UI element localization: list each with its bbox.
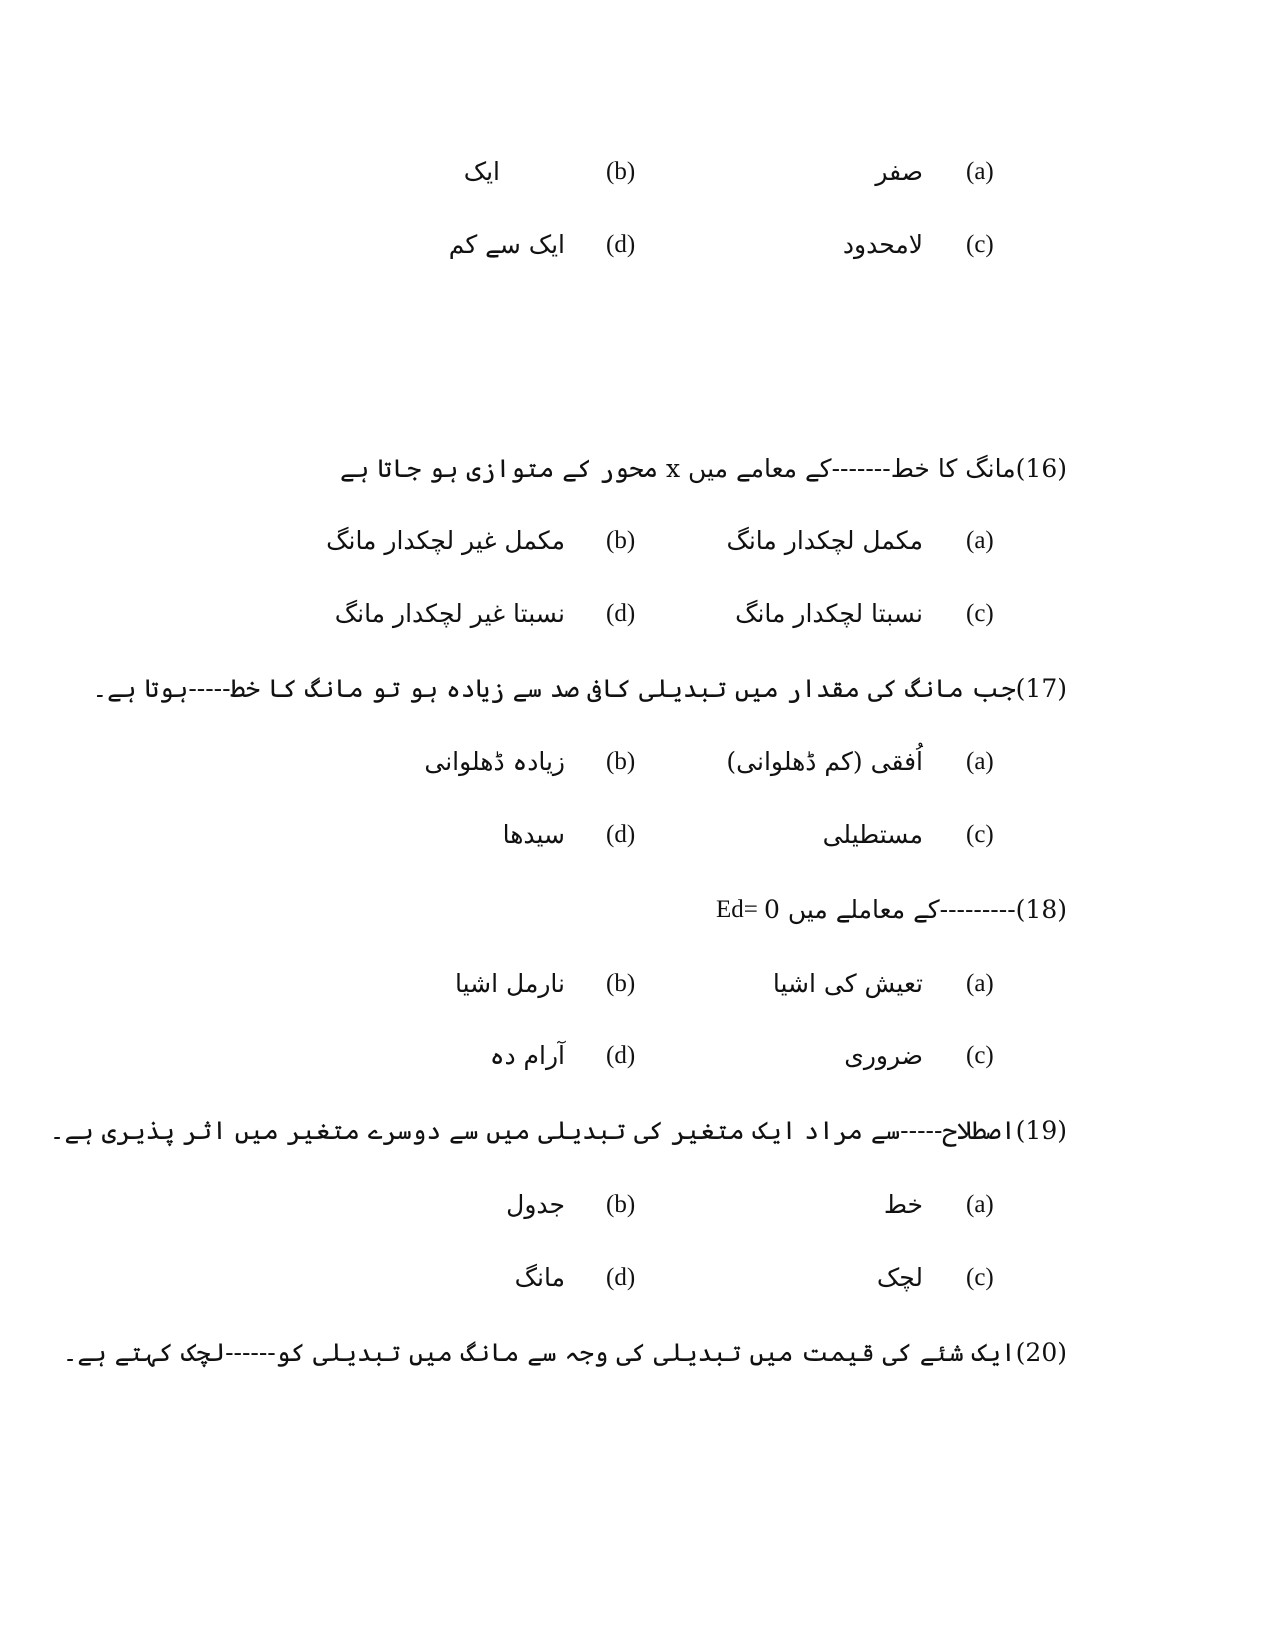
question-text <box>92 672 1067 706</box>
option-label: (b) <box>606 527 636 554</box>
option-text: لامحدود <box>842 230 923 259</box>
option-text: ضروری <box>844 1041 923 1070</box>
option-label: (a) <box>966 158 994 185</box>
option-label: (a) <box>966 748 994 775</box>
option-label: (a) <box>966 970 994 997</box>
option-label: (d) <box>606 231 636 258</box>
option-text: صفر <box>875 157 923 186</box>
option-label: (c) <box>966 231 994 258</box>
option-text: جدول <box>506 1190 565 1219</box>
option-label: (a) <box>966 527 994 554</box>
option-label: (c) <box>966 821 994 848</box>
option-label: (b) <box>606 748 636 775</box>
option-label: (c) <box>966 1042 994 1069</box>
option-text: سیدھا <box>502 820 565 849</box>
option-text: مانگ <box>514 1263 565 1292</box>
option-text: لچک <box>876 1263 923 1292</box>
option-text: زیادہ ڈھلوانی <box>424 747 565 776</box>
option-text: تعیش کی اشیا <box>772 969 923 998</box>
question-body: اصطلاح-----سے مراد ایک متغیر کی تبدیلی میں سے دوسرے متغیر میں اثر پذیری ہے۔ <box>49 1116 1016 1145</box>
option-label: (d) <box>606 600 636 627</box>
question-text <box>50 1114 1067 1148</box>
option-label: (b) <box>606 1191 636 1218</box>
option-text: مستطیلی <box>822 820 923 849</box>
option-label: (d) <box>606 1042 636 1069</box>
question-text <box>340 452 1067 486</box>
question-number: (16) <box>1015 454 1067 483</box>
option-text: آرام دہ <box>489 1041 565 1070</box>
option-text: نسبتا لچکدار مانگ <box>735 599 923 628</box>
question-number: (19) <box>1015 1116 1067 1145</box>
option-text: نسبتا غیر لچکدار مانگ <box>334 599 565 628</box>
question-body: جب مانگ کی مقدار میں تبدیلی کافی صد سے زیادہ ہو تو مانگ کا خط-----ہوتا ہے۔ <box>92 674 1016 703</box>
option-label: (a) <box>966 1191 994 1218</box>
option-label: (c) <box>966 600 994 627</box>
option-text: مکمل لچکدار مانگ <box>726 526 923 555</box>
question-number: (17) <box>1015 674 1067 703</box>
question-number: (18) <box>1015 895 1067 924</box>
option-label: (d) <box>606 1264 636 1291</box>
formula-text: Ed= <box>716 896 758 923</box>
option-text: مکمل غیر لچکدار مانگ <box>326 526 565 555</box>
option-text: ایک <box>463 157 500 186</box>
option-label: (d) <box>606 821 636 848</box>
option-text: نارمل اشیا <box>455 969 565 998</box>
option-text: خط <box>883 1190 923 1219</box>
option-label: (b) <box>606 158 636 185</box>
question-body: ایک شئے کی قیمت میں تبدیلی کی وجہ سے مانگ میں تبدیلی کو------لچک کہتے ہے۔ <box>62 1338 1016 1367</box>
option-label: (b) <box>606 970 636 997</box>
question-body: ---------کے معاملے میں 0 <box>763 895 1016 924</box>
question-number: (20) <box>1015 1338 1067 1367</box>
question-text <box>63 1336 1067 1370</box>
option-text: اُفقی (کم ڈھلوانی) <box>726 747 923 776</box>
question-body: مانگ کا خط-------کے معامے میں x محور کے متوازی ہو جاتا ہے <box>339 454 1016 483</box>
question-text <box>764 893 1067 927</box>
option-label: (c) <box>966 1264 994 1291</box>
option-text: ایک سے کم <box>448 230 565 259</box>
